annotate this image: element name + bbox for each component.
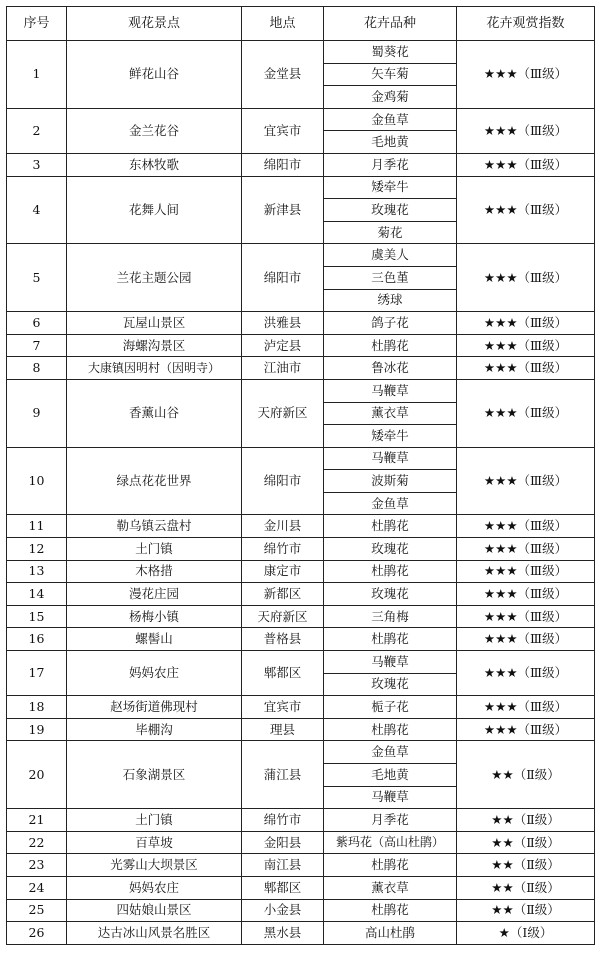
table-row: [7, 515, 595, 538]
cell-flower: 月季花: [324, 153, 457, 176]
cell-index: ★★★（Ⅲ级）: [457, 312, 595, 335]
cell-spot: 勒乌镇云盘村: [67, 515, 242, 538]
cell-index: ★★★（Ⅲ级）: [457, 176, 595, 244]
cell-spot: 金兰花谷: [67, 108, 242, 153]
cell-flower: 杜鹃花: [324, 560, 457, 583]
cell-index: ★★★（Ⅲ级）: [457, 515, 595, 538]
flower-viewing-table-sheet: [6, 6, 594, 945]
cell-no: 9: [7, 379, 67, 447]
cell-flower: 金鱼草: [324, 741, 457, 764]
cell-no: 19: [7, 718, 67, 741]
cell-place: 绵阳市: [242, 244, 324, 312]
cell-place: 小金县: [242, 899, 324, 922]
cell-spot: 香薰山谷: [67, 379, 242, 447]
cell-spot: 达古冰山风景名胜区: [67, 922, 242, 945]
cell-flower: 薰衣草: [324, 876, 457, 899]
table-row: [7, 651, 595, 674]
cell-index: ★★（Ⅱ级）: [457, 854, 595, 877]
table-row: [7, 628, 595, 651]
cell-index: ★★★（Ⅲ级）: [457, 583, 595, 606]
cell-place: 泸定县: [242, 334, 324, 357]
cell-no: 21: [7, 809, 67, 832]
table-row: [7, 357, 595, 380]
table-row: [7, 718, 595, 741]
table-row: [7, 605, 595, 628]
table-body: [7, 41, 595, 945]
table-row: [7, 312, 595, 335]
table-row: [7, 854, 595, 877]
cell-flower: 毛地黄: [324, 764, 457, 787]
flower-viewing-table: [6, 6, 595, 945]
cell-index: ★★★（Ⅲ级）: [457, 628, 595, 651]
cell-place: 绵竹市: [242, 538, 324, 561]
cell-spot: 木格措: [67, 560, 242, 583]
cell-flower: 马鞭草: [324, 379, 457, 402]
cell-spot: 百草坡: [67, 831, 242, 854]
table-row: [7, 176, 595, 199]
cell-flower: 玫瑰花: [324, 583, 457, 606]
table-row: [7, 741, 595, 764]
cell-no: 10: [7, 447, 67, 515]
cell-flower: 鲁冰花: [324, 357, 457, 380]
table-row: [7, 379, 595, 402]
cell-flower: 金鱼草: [324, 108, 457, 131]
cell-no: 11: [7, 515, 67, 538]
cell-spot: 赵场街道佛现村: [67, 696, 242, 719]
cell-flower: 玫瑰花: [324, 673, 457, 696]
cell-flower: 杜鹃花: [324, 515, 457, 538]
cell-flower: 月季花: [324, 809, 457, 832]
cell-flower: 鸽子花: [324, 312, 457, 335]
cell-spot: 兰花主题公园: [67, 244, 242, 312]
cell-index: ★★★（Ⅲ级）: [457, 108, 595, 153]
cell-flower: 杜鹃花: [324, 334, 457, 357]
cell-flower: 波斯菊: [324, 470, 457, 493]
cell-index: ★★（Ⅱ级）: [457, 899, 595, 922]
cell-spot: 杨梅小镇: [67, 605, 242, 628]
cell-flower: 三角梅: [324, 605, 457, 628]
cell-index: ★★（Ⅱ级）: [457, 809, 595, 832]
cell-flower: 菊花: [324, 221, 457, 244]
table-row: [7, 41, 595, 64]
cell-place: 蒲江县: [242, 741, 324, 809]
header-spot: 观花景点: [67, 7, 242, 41]
cell-no: 12: [7, 538, 67, 561]
cell-no: 13: [7, 560, 67, 583]
cell-index: ★★★（Ⅲ级）: [457, 244, 595, 312]
cell-index: ★★（Ⅱ级）: [457, 876, 595, 899]
table-row: [7, 108, 595, 131]
cell-spot: 土门镇: [67, 538, 242, 561]
cell-place: 绵阳市: [242, 447, 324, 515]
cell-no: 15: [7, 605, 67, 628]
cell-spot: 花舞人间: [67, 176, 242, 244]
cell-no: 23: [7, 854, 67, 877]
cell-no: 18: [7, 696, 67, 719]
cell-spot: 海螺沟景区: [67, 334, 242, 357]
cell-spot: 大康镇因明村（因明寺）: [67, 357, 242, 380]
cell-place: 郫都区: [242, 876, 324, 899]
cell-spot: 四姑娘山景区: [67, 899, 242, 922]
cell-place: 南江县: [242, 854, 324, 877]
cell-no: 1: [7, 41, 67, 109]
table-header-row: [7, 7, 595, 41]
cell-no: 16: [7, 628, 67, 651]
cell-flower: 金鱼草: [324, 492, 457, 515]
cell-spot: 光雾山大坝景区: [67, 854, 242, 877]
cell-flower: 杜鹃花: [324, 899, 457, 922]
cell-index: ★（Ⅰ级）: [457, 922, 595, 945]
cell-no: 5: [7, 244, 67, 312]
cell-flower: 毛地黄: [324, 131, 457, 154]
cell-flower: 杜鹃花: [324, 718, 457, 741]
cell-spot: 绿点花花世界: [67, 447, 242, 515]
cell-flower: 玫瑰花: [324, 199, 457, 222]
cell-place: 宜宾市: [242, 696, 324, 719]
cell-place: 理县: [242, 718, 324, 741]
header-place: 地点: [242, 7, 324, 41]
cell-index: ★★★（Ⅲ级）: [457, 718, 595, 741]
cell-place: 新都区: [242, 583, 324, 606]
cell-no: 20: [7, 741, 67, 809]
cell-flower: 矮牵牛: [324, 176, 457, 199]
cell-index: ★★★（Ⅲ级）: [457, 357, 595, 380]
table-row: [7, 560, 595, 583]
cell-no: 3: [7, 153, 67, 176]
cell-flower: 栀子花: [324, 696, 457, 719]
table-row: [7, 899, 595, 922]
cell-index: ★★★（Ⅲ级）: [457, 447, 595, 515]
cell-place: 金川县: [242, 515, 324, 538]
cell-spot: 妈妈农庄: [67, 651, 242, 696]
cell-place: 宜宾市: [242, 108, 324, 153]
header-no: 序号: [7, 7, 67, 41]
cell-spot: 漫花庄园: [67, 583, 242, 606]
cell-flower: 玫瑰花: [324, 538, 457, 561]
cell-no: 26: [7, 922, 67, 945]
cell-no: 25: [7, 899, 67, 922]
cell-index: ★★★（Ⅲ级）: [457, 334, 595, 357]
cell-spot: 妈妈农庄: [67, 876, 242, 899]
cell-place: 郫都区: [242, 651, 324, 696]
table-row: [7, 153, 595, 176]
table-row: [7, 876, 595, 899]
cell-spot: 瓦屋山景区: [67, 312, 242, 335]
cell-no: 17: [7, 651, 67, 696]
table-row: [7, 447, 595, 470]
cell-index: ★★★（Ⅲ级）: [457, 538, 595, 561]
cell-spot: 鲜花山谷: [67, 41, 242, 109]
table-row: [7, 244, 595, 267]
cell-place: 普格县: [242, 628, 324, 651]
cell-flower: 马鞭草: [324, 651, 457, 674]
cell-flower: 杜鹃花: [324, 854, 457, 877]
cell-flower: 杜鹃花: [324, 628, 457, 651]
header-index: 花卉观赏指数: [457, 7, 595, 41]
table-row: [7, 922, 595, 945]
cell-flower: 紫玛花（高山杜鹃）: [324, 831, 457, 854]
cell-place: 天府新区: [242, 605, 324, 628]
cell-index: ★★★（Ⅲ级）: [457, 41, 595, 109]
cell-place: 江油市: [242, 357, 324, 380]
cell-no: 4: [7, 176, 67, 244]
cell-spot: 石象湖景区: [67, 741, 242, 809]
header-flowers: 花卉品种: [324, 7, 457, 41]
cell-spot: 东林牧歌: [67, 153, 242, 176]
cell-no: 24: [7, 876, 67, 899]
cell-index: ★★★（Ⅲ级）: [457, 153, 595, 176]
cell-no: 7: [7, 334, 67, 357]
table-row: [7, 538, 595, 561]
table-row: [7, 583, 595, 606]
cell-no: 8: [7, 357, 67, 380]
cell-place: 黑水县: [242, 922, 324, 945]
cell-index: ★★★（Ⅲ级）: [457, 605, 595, 628]
cell-index: ★★★（Ⅲ级）: [457, 379, 595, 447]
cell-place: 金堂县: [242, 41, 324, 109]
cell-index: ★★★（Ⅲ级）: [457, 651, 595, 696]
cell-spot: 螺髻山: [67, 628, 242, 651]
cell-flower: 三色堇: [324, 266, 457, 289]
cell-index: ★★★（Ⅲ级）: [457, 696, 595, 719]
cell-spot: 毕棚沟: [67, 718, 242, 741]
cell-flower: 薰衣草: [324, 402, 457, 425]
cell-place: 新津县: [242, 176, 324, 244]
cell-flower: 绣球: [324, 289, 457, 312]
cell-index: ★★（Ⅱ级）: [457, 741, 595, 809]
cell-flower: 金鸡菊: [324, 86, 457, 109]
cell-no: 14: [7, 583, 67, 606]
cell-index: ★★（Ⅱ级）: [457, 831, 595, 854]
cell-place: 康定市: [242, 560, 324, 583]
cell-flower: 高山杜鹃: [324, 922, 457, 945]
cell-no: 22: [7, 831, 67, 854]
cell-index: ★★★（Ⅲ级）: [457, 560, 595, 583]
cell-place: 天府新区: [242, 379, 324, 447]
cell-place: 绵阳市: [242, 153, 324, 176]
cell-no: 2: [7, 108, 67, 153]
cell-place: 洪雅县: [242, 312, 324, 335]
table-row: [7, 696, 595, 719]
cell-no: 6: [7, 312, 67, 335]
cell-flower: 蜀葵花: [324, 41, 457, 64]
cell-flower: 矢车菊: [324, 63, 457, 86]
table-row: [7, 831, 595, 854]
table-row: [7, 809, 595, 832]
cell-flower: 矮牵牛: [324, 425, 457, 448]
cell-place: 绵竹市: [242, 809, 324, 832]
cell-flower: 马鞭草: [324, 447, 457, 470]
cell-flower: 虞美人: [324, 244, 457, 267]
table-row: [7, 334, 595, 357]
cell-place: 金阳县: [242, 831, 324, 854]
cell-spot: 土门镇: [67, 809, 242, 832]
cell-flower: 马鞭草: [324, 786, 457, 809]
